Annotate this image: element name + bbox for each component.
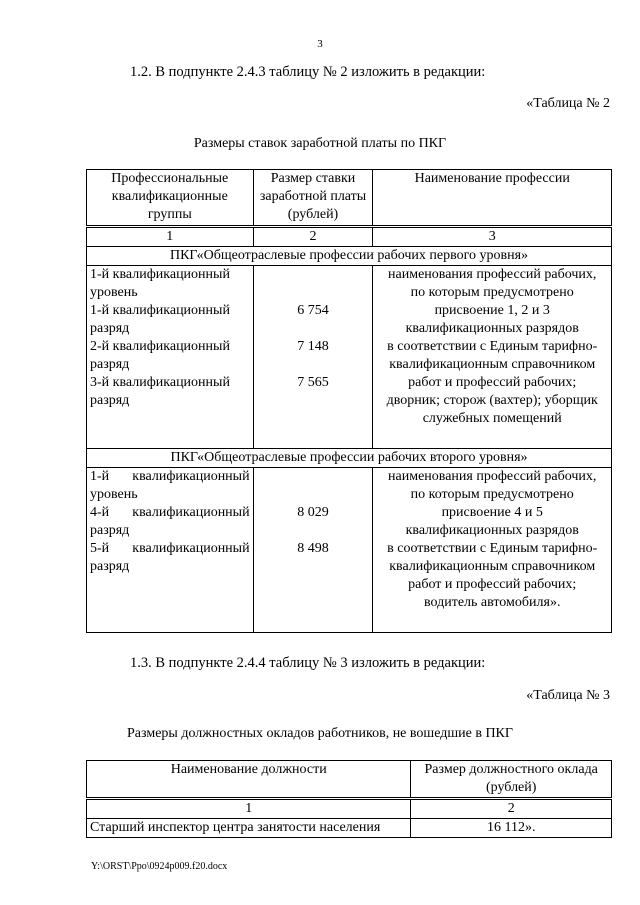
header-cell-groups: Профессиональные квалификационные группы	[87, 170, 254, 227]
header-cell-position: Наименование должности	[87, 761, 411, 799]
table-3-header-row	[87, 761, 612, 799]
group-2-professions: наименования профессий рабочих, по которым предусмотрено присвоение 4 и 5 квалификационных разрядов в соответствии с Единым тарифно- квалификационным справочником работ и профессий рабочих; водитель автомобиля».	[373, 468, 612, 633]
group-1-header-row	[87, 247, 612, 266]
group-2-levels: 1-й квалификационный уровень 4-й квалификационный разряд 5-й квалификационный разряд	[87, 468, 254, 633]
footer-file-path: Y:\ORST\Ppo\0924p009.f20.docx	[91, 861, 228, 872]
table-2-label: «Таблица № 2	[526, 96, 610, 111]
header-cell-salary: Размер должностного оклада (рублей)	[411, 761, 612, 799]
table-2	[86, 169, 612, 633]
group-1-rates: 6 754 7 148 7 565	[253, 266, 373, 449]
position-cell: Старший инспектор центра занятости населения	[87, 819, 411, 838]
group-2-rates: 8 029 8 498	[253, 468, 373, 633]
group-2-name: ПКГ«Общеотраслевые профессии рабочих второго уровня»	[87, 449, 612, 468]
table-3-column-numbers: 1 2	[87, 799, 612, 819]
header-cell-rate: Размер ставки заработной платы (рублей)	[253, 170, 373, 227]
table-3	[86, 760, 612, 838]
header-cell-profession: Наименование профессии	[373, 170, 612, 227]
section-1-intro: 1.2. В подпункте 2.4.3 таблицу № 2 изложить в редакции:	[130, 64, 486, 80]
group-1-professions: наименования профессий рабочих, по которым предусмотрено присвоение 1, 2 и 3 квалификационных разрядов в соответствии с Единым тарифно- квалификационным справочником работ и профессий рабочих; дворник; сторож (вахтер); уборщик служебных помещений	[373, 266, 612, 449]
table-3-label: «Таблица № 3	[526, 688, 610, 703]
group-1-levels: 1-й квалификационный уровень 1-й квалификационный разряд 2-й квалификационный разряд 3-й квалификационный разряд	[87, 266, 254, 449]
section-2-intro: 1.3. В подпункте 2.4.4 таблицу № 3 изложить в редакции:	[130, 655, 486, 671]
group-1-row	[87, 266, 612, 449]
salary-cell: 16 112».	[411, 819, 612, 838]
table-2-column-numbers: 1 2 3	[87, 227, 612, 247]
group-2-row	[87, 468, 612, 633]
table-2-title: Размеры ставок заработной платы по ПКГ	[193, 136, 447, 151]
group-2-header-row	[87, 449, 612, 468]
group-1-name: ПКГ«Общеотраслевые профессии рабочих первого уровня»	[87, 247, 612, 266]
table-3-title: Размеры должностных окладов работников, не вошедшие в ПКГ	[127, 726, 513, 741]
table-2-header-row	[87, 170, 612, 227]
page-number: 3	[317, 38, 323, 50]
table-row	[87, 819, 612, 838]
